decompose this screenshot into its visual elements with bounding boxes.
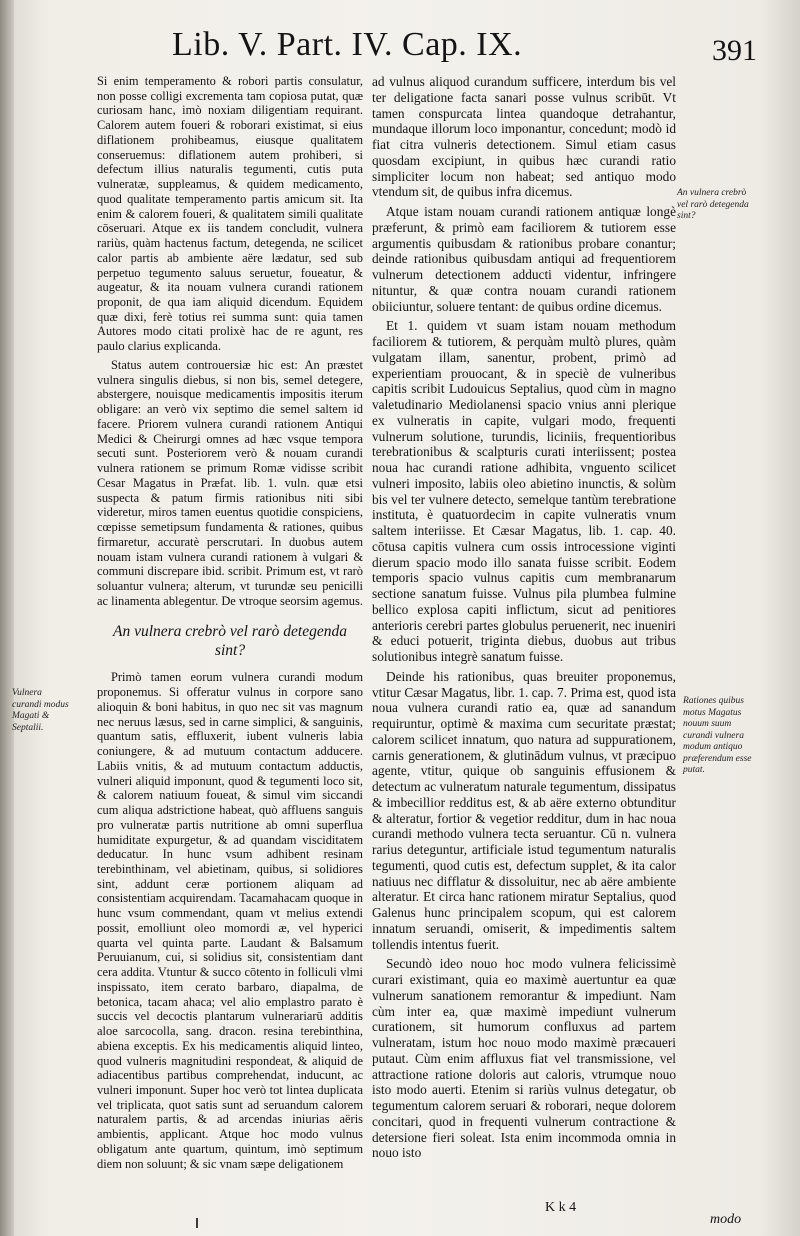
left-paragraph-3: Primò tamen eorum vulnera curandi modum proponemus. Si offeratur vulnus in corpore sano alioquin & boni habitus, in quo nec sit vas magnum nec neruus læsus, sed in carne simplici, & sanguinis, quantum satis, effluxerit, iubent vulneris labia coniungere, & ad mutuum contactum adducere. Labiis vnitis, & ad mutuum contactum adductis, vulneri aliquid imponunt, quod & tegumenti loco sit, & calorem natiuum foueat, & simul vim siccandi cum aliqua adstrictione habeat, quò affluens sanguis pro vulneratæ partis nutritione ab omni superflua humiditate expurgetur, & ad quandam visciditatem deducatur. In hunc vsum adhibent resinam terebinthinam, vel abietinam, quibus, si solidiores sint, addunt ceræ portionem aliquam ad consistentiam acquirendam. Tacamahacam quoque in hunc vsum commendant, quam vt melius extendi possit, emolliunt oleo momordi æ, vel hyperici quarta vel quinta parte. Laudant & Balsamum Peruuianum, cui, si solidius sit, consistentiam dant cera addita. Vtuntur & succo cōtento in folliculi vlmi inspissato, item cerato barbaro, diapalma, de betonica, tacam ahaca; vel alio emplastro parato è succis vel decoctis plantarum vulnerariarū additis aloe sarcocolla, sang. dracon. resina terebinthina, abiena exceptis. Ex his medicamentis aliquid linteo, quod vulneris magnitudini respondeat, & aliquid de adiacentibus partibus comprehendat, inducunt, ac vulneri imponunt. Super hoc verò tot lintea duplicata vel triplicata, quot satis sunt ad seruandum calorem naturalem partis, & ad arcendas iniurias aëris ambientis, applicant. Atque hoc modo vulnus obligatum ante quartum, quintum, imò septimum diem non soluunt; & sic vnam sæpe deligationem bbox=[97, 670, 363, 1171]
catchword: modo bbox=[710, 1212, 742, 1227]
right-column bbox=[372, 74, 676, 1161]
left-paragraph-1: Si enim temperamento & robori partis consulatur, non posse colligi excrementa tam copiosa putat, quæ curiosam hanc, imò noxiam diligentiam requirant. Calorem autem foueri & roborari existimat, si eius diflationem prohibeamus, eiusque qualitatem conseruemus: diflationem autem prohiberi, si defectum illius naturalis tegumenti, cutis puta vulneratæ, suppleamus, & quidem medicamento, quod qualitate temperamento partis amicum sit. Ita enim & calorem foueri, & qualitatem simili qualitate cōseruari. Atque ex iis tandem concludit, vulnera rariùs, quàm hactenus factum, detegenda, ne scilicet calor partis ab ambiente aëre lædatur, sed sub perpetuo tegumento saluus seruetur, foueatur, & augeatur, & ita nouam vulnera curandi rationem proponit, de qua iam aliquid dicendum. Equidem quæ dixi, ferè totius rei summa sunt: quia tamen Autores modo citati prolixè hac de re agunt, res paulo clarius explicanda. bbox=[97, 74, 363, 354]
ink-mark bbox=[196, 1218, 198, 1228]
running-head: Lib. V. Part. IV. Cap. IX. bbox=[172, 26, 523, 63]
right-paragraph-1: ad vulnus aliquod curandum sufficere, interdum bis vel ter deligatione facta sanari posse vulnus scribūt. Vt tamen conspurcata lintea quandoque detrahantur, mundaque illorum loco imponantur, concedunt; modò id fiat citra vulneris detectionem. Simul etiam casus quosdam excipiunt, in quibus hæc curandi ratio simpliciter locum non habeat; sed antiquo modo vtendum sit, de quibus infra dicemus. bbox=[372, 74, 676, 200]
left-paragraph-2: Status autem controuersiæ hic est: An præstet vulnera singulis diebus, si non bis, semel detegere, abstergere, nouisque medicamentis impositis iterum obligare: an verò vix septimo die semel saltem id facere. Priorem vulnera curandi rationem Antiqui Medici & Cheirurgi omnes ad hæc vsque tempora secuti sunt. Posteriorem verò & nouam curandi vulnera rationem se primum Romæ vidisse scribit Cesar Magatus in Præfat. lib. 1. vuln. quæ etsi suspecta & patum firmis rationibus niti sibi videretur, miros tamen euentus quotidie conspiciens, cœpisse semetipsum fundamenta & rationes, quibus firmaretur, accuratè perscrutari. In duobus autem nouam istam vulnera curandi rationem à vulgari & communi discrepare ibid. scribit. Primum est, vt rarò soluantur vulnera; alterum, vt turundæ seu penicilli ac linamenta ablegentur. De vtroque seorsim agemus. bbox=[97, 357, 363, 608]
right-paragraph-2: Atque istam nouam curandi rationem antiquæ longè præferunt, & primò eam faciliorem & tutiorem esse argumentis quibusdam & rationibus probare conantur; deinde rationibus quibusdam antiqui ad frequentiorem vulnerum detectionem adducti videntur, infringere nituntur, & quæ contra nouam curandi rationem obiiciuntur, soluere tentant: de quibus ordine dicemus. bbox=[372, 204, 676, 314]
right-paragraph-4: Deinde his rationibus, quas breuiter proponemus, vtitur Cæsar Magatus, libr. 1. cap. 7. Prima est, quod ista noua vulnera curandi ratio ea, quæ ad sanandum requiruntur, optimè & maxima cum securitate præstat; calorem scilicet innatum, quo natura ad suppurationem, carnis generationem, & glutinādum vulnus, vt præcipuo agente, vtitur, quique ob sanguinis effusionem & detectum ac vulneratum naturale tegumentum, dissipatus & imbecillior redditus est, & ab aëre externo obtunditur & alteratur, fortior & vegetior redditur, dum in hac noua curandi methodo vulnera tecta seruantur. Cū n. vulnera rarius deteguntur, artificiale istud tegumentum naturalis tegumenti, quod cutis est, defectum supplet, & ita calor natiuus nec difflatur & dissoluitur, nec ab aëre ambiente alteratur. Et circa hanc rationem miratur Septalius, quod Galenus hunc principalem scopum, qui est calorem innatum seruandi, omiserit, & impedimentis saltem tollendis intentus fuerit. bbox=[372, 668, 676, 952]
binding-gutter bbox=[0, 0, 14, 1236]
page-number: 391 bbox=[712, 34, 757, 67]
section-heading: An vulnera crebrò vel rarò detegenda sint? bbox=[112, 623, 347, 660]
right-paragraph-3: Et 1. quidem vt suam istam nouam methodum faciliorem & tutiorem, & perquàm multò plures, quàm vulgatam illam, sanentur, probent, primò ad experientiam prouocant, & in speciè de vulneribus capitis scribit Ludouicus Septalius, quod cùm in magno valetudinario Mediolanensi spacio vnius anni plerique ex vulneratis in capite, vulgari modo, frequenti vulnerum solutione, turundis, liciniis, frequentioribus terebrationibus & scalpturis curati interiissent; postea noua hac curandi ratione adhibita, vnguento scilicet vulneri imposito, labiis oleo abietino inunctis, & solùm bis vel ter vulnere detecto, semelque tantùm terebratione instituta, è quatuordecim in capite vulneratis vnum saltem interiisse. Et Cæsar Magatus, lib. 1. cap. 40. cōtusa capitis vulnera cum ossis introcessione viginti dierum spacio modo illo sanata fuisse scribit. Eodem temporis spacio vulnus capitis cum membranarum sectione sanatum fuisse. Vulnus pila plumbea fulmine bellico explosa capiti inflictum, sicut ad penitiores anterioris cerebri partes globulus peruenerit, nec inueniri & educi potuerit, triginta diebus, duobus aut tribus solutionibus integrè sanatum fuisse. bbox=[372, 318, 676, 664]
left-column bbox=[97, 74, 363, 1171]
right-paragraph-5: Secundò ideo nouo hoc modo vulnera felicissimè curari existimant, quia eo maximè auertuntur ea quæ vulnerum sanationem remorantur & impediunt. Nam cùm inter ea, quæ maximè impediunt vulnerum curationem, sit humorum confluxus ad partem vulneratam, istum hoc nouo modo maximè præcaueri putaut. Cùm enim affluxus fiat vel transmissione, vel attractione ratione doloris aut caloris, vtrumque nouo isto modo auerti. Etenim si rariùs vulnus detegatur, ob tegumentum calorem seruari & roborari, neque dolorem concitari, quod in frequenti vulnerum contractione & detersione fieri soleat. Ista enim incommoda omnia in nouo isto bbox=[372, 956, 676, 1161]
margin-note-right-2: Rationes quibus motus Magatus nouum suum curandi vulnera modum antiquo præferendum esse putat. bbox=[683, 696, 752, 775]
signature-mark: K k 4 bbox=[545, 1200, 577, 1215]
margin-note-left: Vulnera curandi modus Magati & Septalii. bbox=[12, 688, 69, 733]
margin-note-right-1: An vulnera crebrò vel rarò detegenda sint? bbox=[677, 188, 749, 221]
